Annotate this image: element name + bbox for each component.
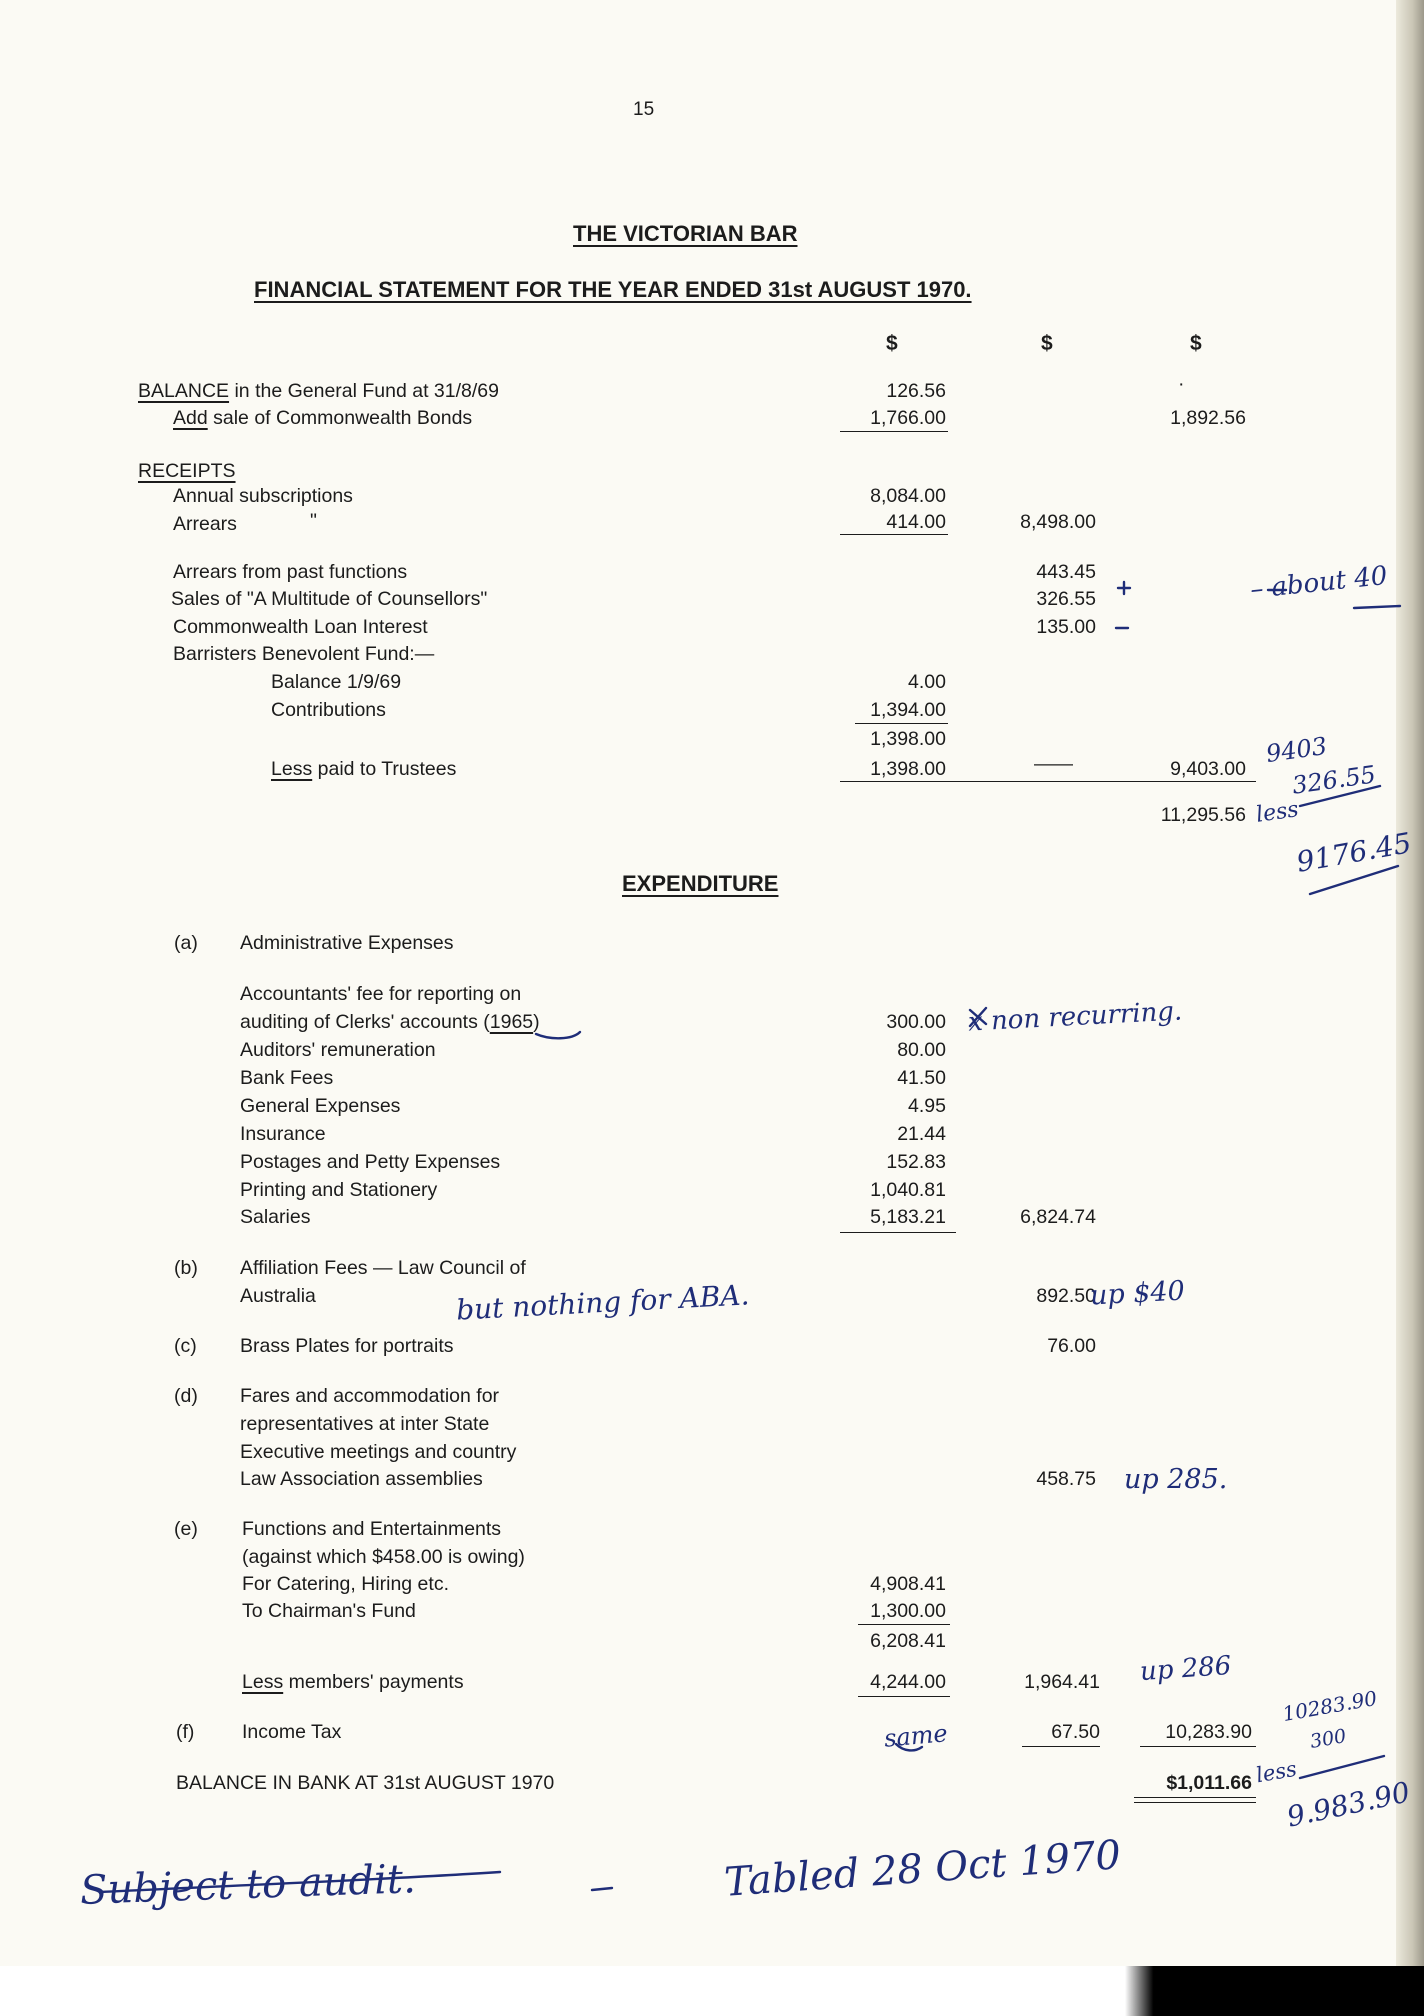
hand-same: same bbox=[882, 1719, 949, 1753]
item-a-title: Administrative Expenses bbox=[240, 932, 454, 954]
column-header-3: $ bbox=[1190, 332, 1202, 355]
hand-calc-9176: 9176.45 bbox=[1294, 826, 1414, 879]
item-d-letter: (d) bbox=[174, 1385, 198, 1407]
catering-label: For Catering, Hiring etc. bbox=[242, 1573, 449, 1595]
benevolent-subtotal: 1,398.00 bbox=[870, 728, 946, 750]
accountants-line2-a: auditing of Clerks' accounts ( bbox=[240, 1011, 490, 1033]
balance-total: 1,892.56 bbox=[1170, 407, 1246, 429]
past-functions-value: 443.45 bbox=[1036, 561, 1096, 583]
bank-balance-value: $1,011.66 bbox=[1166, 1772, 1252, 1794]
page-number: 15 bbox=[633, 99, 655, 120]
balance-dot: · bbox=[1178, 373, 1185, 395]
document-title: THE VICTORIAN BAR bbox=[573, 221, 798, 246]
item-b-line1: Affiliation Fees — Law Council of bbox=[240, 1257, 526, 1279]
postages-label: Postages and Petty Expenses bbox=[240, 1151, 501, 1173]
accountants-year: 1965 bbox=[489, 1011, 534, 1033]
item-a-letter: (a) bbox=[174, 932, 198, 954]
income-tax-value: 67.50 bbox=[1051, 1721, 1100, 1743]
arrears-label: Arrears bbox=[173, 513, 237, 535]
item-d-value: 458.75 bbox=[1036, 1468, 1096, 1490]
hand-calc-326: 326.55 bbox=[1290, 760, 1378, 800]
annual-subs-label: Annual subscriptions bbox=[173, 485, 353, 507]
insurance-value: 21.44 bbox=[897, 1123, 946, 1145]
hand-calc-less: less bbox=[1254, 797, 1301, 828]
expenditure-total: 10,283.90 bbox=[1165, 1721, 1252, 1743]
admin-total: 6,824.74 bbox=[1020, 1206, 1096, 1228]
hand-calc2-rule bbox=[1300, 1756, 1384, 1778]
e-less-word: Less bbox=[242, 1671, 284, 1693]
hand-underline-40 bbox=[1354, 606, 1400, 608]
subscriptions-total: 8,498.00 bbox=[1020, 511, 1096, 533]
item-d-line4: Law Association assemblies bbox=[240, 1468, 483, 1490]
add-description: sale of Commonwealth Bonds bbox=[213, 407, 473, 429]
arrears-value: 414.00 bbox=[886, 511, 946, 533]
item-d-line3: Executive meetings and country bbox=[240, 1441, 517, 1463]
item-c-value: 76.00 bbox=[1047, 1335, 1096, 1357]
general-exp-label: General Expenses bbox=[240, 1095, 401, 1117]
hand-underline-1965 bbox=[536, 1032, 580, 1038]
contributions-label: Contributions bbox=[271, 699, 386, 721]
auditors-value: 80.00 bbox=[897, 1039, 946, 1061]
hand-but-nothing: but nothing for ABA. bbox=[455, 1278, 751, 1327]
salaries-label: Salaries bbox=[240, 1206, 311, 1228]
less-description: paid to Trustees bbox=[317, 758, 457, 780]
less-trustees-value: 1,398.00 bbox=[870, 758, 946, 780]
chairman-value: 1,300.00 bbox=[870, 1600, 946, 1622]
book-sales-label: Sales of "A Multitude of Counsellors" bbox=[171, 588, 488, 610]
item-f-letter: (f) bbox=[176, 1721, 195, 1743]
hand-calc2-300: 300 bbox=[1308, 1725, 1348, 1753]
balance-description: in the General Fund at 31/8/69 bbox=[234, 380, 499, 402]
salaries-value: 5,183.21 bbox=[870, 1206, 946, 1228]
general-exp-value: 4.95 bbox=[908, 1095, 946, 1117]
bank-fees-value: 41.50 bbox=[897, 1067, 946, 1089]
printing-label: Printing and Stationery bbox=[240, 1179, 438, 1201]
bank-balance-label: BALANCE IN BANK AT 31st AUGUST 1970 bbox=[176, 1772, 555, 1794]
receipts-total: 9,403.00 bbox=[1170, 758, 1246, 780]
hand-tabled-date: Tabled 28 Oct 1970 bbox=[722, 1832, 1123, 1906]
hand-calc2-9983: 9.983.90 bbox=[1283, 1775, 1413, 1834]
printing-value: 1,040.81 bbox=[870, 1179, 946, 1201]
add-bonds-value: 1,766.00 bbox=[870, 407, 946, 429]
item-b-letter: (b) bbox=[174, 1257, 198, 1279]
hand-about-40: – about 40 bbox=[1248, 560, 1389, 606]
loan-interest-value: 135.00 bbox=[1036, 616, 1096, 638]
hand-dash-tabled bbox=[592, 1888, 612, 1890]
annual-subs-value: 8,084.00 bbox=[870, 485, 946, 507]
nil-dash: —— bbox=[1034, 753, 1073, 775]
hand-subject-to-audit: Subject to audit. bbox=[79, 1856, 417, 1914]
item-b-value: 892.50 bbox=[1036, 1285, 1096, 1307]
book-sales-value: 326.55 bbox=[1036, 588, 1096, 610]
e-less-description: members' payments bbox=[288, 1671, 464, 1693]
item-c-letter: (c) bbox=[174, 1335, 197, 1357]
insurance-label: Insurance bbox=[240, 1123, 326, 1145]
contributions-value: 1,394.00 bbox=[870, 699, 946, 721]
item-d-line2: representatives at inter State bbox=[240, 1413, 490, 1435]
hand-non-recurring: x non recurring. bbox=[967, 996, 1183, 1038]
hand-up-286: up 286 bbox=[1139, 1650, 1233, 1688]
catering-value: 4,908.41 bbox=[870, 1573, 946, 1595]
item-b-line2: Australia bbox=[240, 1285, 316, 1307]
hand-up-285: up 285. bbox=[1124, 1464, 1228, 1495]
accountants-value: 300.00 bbox=[886, 1011, 946, 1033]
members-payments-value: 4,244.00 bbox=[870, 1671, 946, 1693]
expenditure-heading: EXPENDITURE bbox=[622, 871, 779, 896]
balance-value: 126.56 bbox=[886, 380, 946, 402]
item-e-letter: (e) bbox=[174, 1518, 198, 1540]
postages-value: 152.83 bbox=[886, 1151, 946, 1173]
balance-word: BALANCE bbox=[138, 380, 230, 402]
add-word: Add bbox=[173, 407, 208, 429]
hand-calc2-less: less bbox=[1254, 1756, 1299, 1788]
auditors-label: Auditors' remuneration bbox=[240, 1039, 436, 1061]
grand-total: 11,295.56 bbox=[1160, 804, 1246, 826]
benevolent-fund-label: Barristers Benevolent Fund:— bbox=[173, 643, 435, 665]
receipts-heading: RECEIPTS bbox=[138, 460, 236, 482]
item-e-line1: Functions and Entertainments bbox=[242, 1518, 502, 1540]
document-subtitle: FINANCIAL STATEMENT FOR THE YEAR ENDED 31st AUGUST 1970. bbox=[254, 277, 972, 302]
loan-interest-label: Commonwealth Loan Interest bbox=[173, 616, 428, 638]
bank-fees-label: Bank Fees bbox=[240, 1067, 334, 1089]
past-functions-label: Arrears from past functions bbox=[173, 561, 408, 583]
column-header-2: $ bbox=[1041, 332, 1053, 355]
arrears-ditto: " bbox=[310, 510, 317, 532]
less-word: Less bbox=[271, 758, 313, 780]
item-c-label: Brass Plates for portraits bbox=[240, 1335, 454, 1357]
balance-1969-value: 4.00 bbox=[908, 671, 946, 693]
hand-calc-9403: 9403 bbox=[1264, 731, 1329, 769]
hand-calc2-10283: 10283.90 bbox=[1280, 1685, 1379, 1727]
column-header-1: $ bbox=[886, 332, 898, 355]
item-e-line2: (against which $458.00 is owing) bbox=[242, 1546, 525, 1568]
hand-plus-mark bbox=[1118, 582, 1130, 594]
accountants-line2-c: ) bbox=[533, 1011, 540, 1033]
chairman-label: To Chairman's Fund bbox=[242, 1600, 416, 1622]
income-tax-label: Income Tax bbox=[242, 1721, 342, 1743]
functions-subtotal: 6,208.41 bbox=[870, 1630, 946, 1652]
functions-total: 1,964.41 bbox=[1024, 1671, 1100, 1693]
item-d-line1: Fares and accommodation for bbox=[240, 1385, 500, 1407]
hand-up-40: up $40 bbox=[1089, 1275, 1186, 1312]
balance-1969-label: Balance 1/9/69 bbox=[271, 671, 402, 693]
accountants-line1: Accountants' fee for reporting on bbox=[240, 983, 522, 1005]
